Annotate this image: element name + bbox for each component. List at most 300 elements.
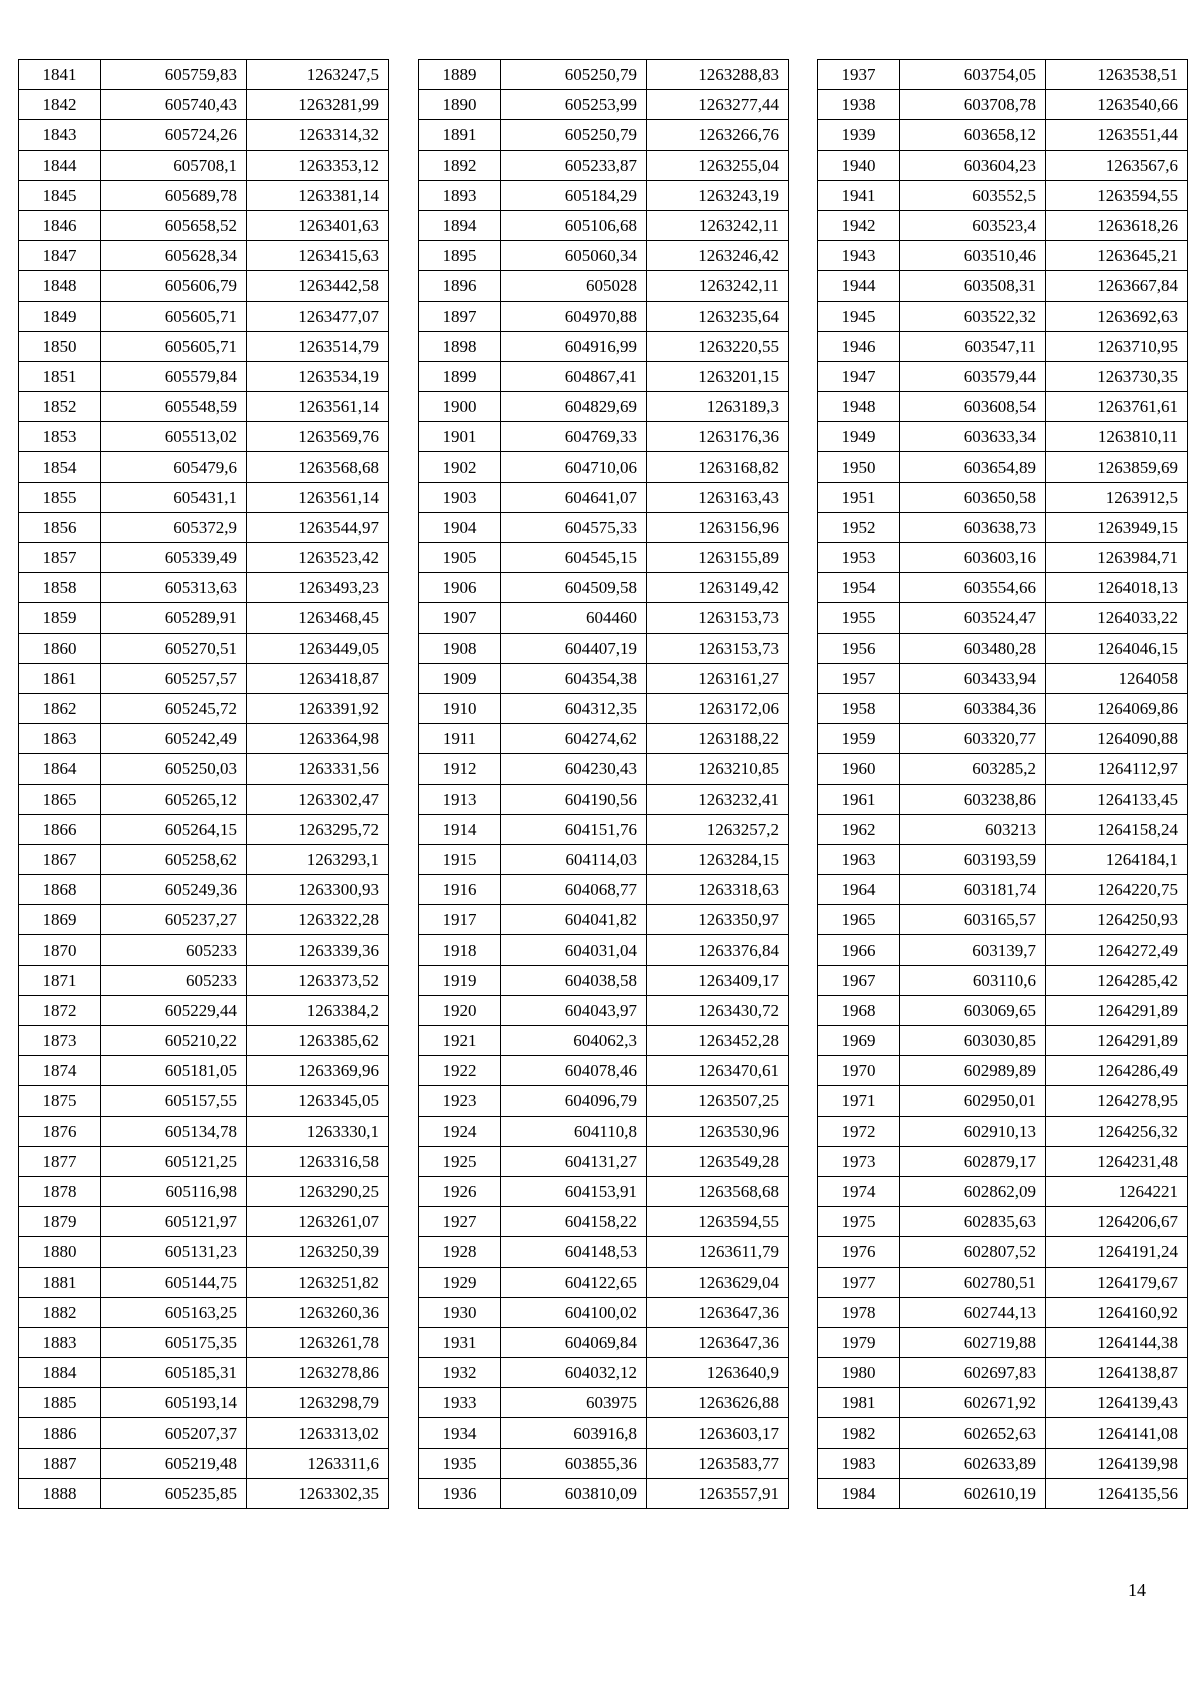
x-coordinate-cell: 604041,82	[501, 905, 647, 935]
y-coordinate-cell: 1263761,61	[1046, 392, 1188, 422]
x-coordinate-cell: 604509,58	[501, 573, 647, 603]
y-coordinate-cell: 1264139,98	[1046, 1448, 1188, 1478]
y-coordinate-cell: 1263176,36	[647, 422, 789, 452]
point-number-cell: 1936	[419, 1478, 501, 1508]
table-row	[818, 1237, 1188, 1267]
point-number-cell: 1951	[818, 482, 900, 512]
x-coordinate-cell: 604038,58	[501, 965, 647, 995]
y-coordinate-cell: 1263645,21	[1046, 241, 1188, 271]
point-number-cell: 1862	[19, 693, 101, 723]
y-coordinate-cell: 1263415,63	[247, 241, 389, 271]
x-coordinate-cell: 602744,13	[900, 1297, 1046, 1327]
table-row	[19, 935, 389, 965]
y-coordinate-cell: 1263530,96	[647, 1116, 789, 1146]
table-row	[419, 120, 789, 150]
x-coordinate-cell: 603213	[900, 814, 1046, 844]
table-row	[419, 1056, 789, 1086]
table-row	[419, 754, 789, 784]
x-coordinate-cell: 603554,66	[900, 573, 1046, 603]
y-coordinate-cell: 1263250,39	[247, 1237, 389, 1267]
y-coordinate-cell: 1264291,89	[1046, 1026, 1188, 1056]
y-coordinate-cell: 1263603,17	[647, 1418, 789, 1448]
table-row	[818, 693, 1188, 723]
point-number-cell: 1891	[419, 120, 501, 150]
x-coordinate-cell: 603110,6	[900, 965, 1046, 995]
point-number-cell: 1888	[19, 1478, 101, 1508]
x-coordinate-cell: 602652,63	[900, 1418, 1046, 1448]
table-row	[818, 1448, 1188, 1478]
table-row	[818, 90, 1188, 120]
x-coordinate-cell: 605229,44	[101, 995, 247, 1025]
table-row	[419, 1026, 789, 1056]
y-coordinate-cell: 1263149,42	[647, 573, 789, 603]
y-coordinate-cell: 1263561,14	[247, 482, 389, 512]
x-coordinate-cell: 605207,37	[101, 1418, 247, 1448]
y-coordinate-cell: 1263449,05	[247, 633, 389, 663]
x-coordinate-cell: 602910,13	[900, 1116, 1046, 1146]
x-coordinate-cell: 605233	[101, 965, 247, 995]
point-number-cell: 1874	[19, 1056, 101, 1086]
table-row	[818, 452, 1188, 482]
y-coordinate-cell: 1263430,72	[647, 995, 789, 1025]
y-coordinate-cell: 1264286,49	[1046, 1056, 1188, 1086]
table-row	[19, 1026, 389, 1056]
x-coordinate-cell: 604148,53	[501, 1237, 647, 1267]
y-coordinate-cell: 1263288,83	[647, 60, 789, 90]
x-coordinate-cell: 605116,98	[101, 1176, 247, 1206]
point-number-cell: 1925	[419, 1146, 501, 1176]
point-number-cell: 1844	[19, 150, 101, 180]
x-coordinate-cell: 603508,31	[900, 271, 1046, 301]
point-number-cell: 1851	[19, 361, 101, 391]
table-row	[19, 1086, 389, 1116]
point-number-cell: 1945	[818, 301, 900, 331]
y-coordinate-cell: 1263302,35	[247, 1478, 389, 1508]
table-row	[19, 392, 389, 422]
y-coordinate-cell: 1263163,43	[647, 482, 789, 512]
y-coordinate-cell: 1263284,15	[647, 844, 789, 874]
table-row	[818, 905, 1188, 935]
x-coordinate-cell: 602807,52	[900, 1237, 1046, 1267]
x-coordinate-cell: 603030,85	[900, 1026, 1046, 1056]
y-coordinate-cell: 1263611,79	[647, 1237, 789, 1267]
y-coordinate-cell: 1263514,79	[247, 331, 389, 361]
x-coordinate-cell: 604153,91	[501, 1176, 647, 1206]
y-coordinate-cell: 1263640,9	[647, 1358, 789, 1388]
point-number-cell: 1984	[818, 1478, 900, 1508]
x-coordinate-cell: 603975	[501, 1388, 647, 1418]
point-number-cell: 1880	[19, 1237, 101, 1267]
point-number-cell: 1892	[419, 150, 501, 180]
y-coordinate-cell: 1263161,27	[647, 663, 789, 693]
point-number-cell: 1854	[19, 452, 101, 482]
y-coordinate-cell: 1263369,96	[247, 1056, 389, 1086]
point-number-cell: 1963	[818, 844, 900, 874]
y-coordinate-cell: 1264256,32	[1046, 1116, 1188, 1146]
table-row	[19, 603, 389, 633]
point-number-cell: 1852	[19, 392, 101, 422]
x-coordinate-cell: 603810,09	[501, 1478, 647, 1508]
y-coordinate-cell: 1263278,86	[247, 1358, 389, 1388]
point-number-cell: 1938	[818, 90, 900, 120]
y-coordinate-cell: 1264144,38	[1046, 1327, 1188, 1357]
point-number-cell: 1956	[818, 633, 900, 663]
table-row	[19, 1478, 389, 1508]
y-coordinate-cell: 1263468,45	[247, 603, 389, 633]
y-coordinate-cell: 1263594,55	[647, 1207, 789, 1237]
y-coordinate-cell: 1263710,95	[1046, 331, 1188, 361]
x-coordinate-cell: 605233,87	[501, 150, 647, 180]
y-coordinate-cell: 1263350,97	[647, 905, 789, 935]
y-coordinate-cell: 1263544,97	[247, 512, 389, 542]
point-number-cell: 1867	[19, 844, 101, 874]
table-row	[419, 1116, 789, 1146]
table-row	[818, 482, 1188, 512]
y-coordinate-cell: 1263692,63	[1046, 301, 1188, 331]
x-coordinate-cell: 604575,33	[501, 512, 647, 542]
x-coordinate-cell: 605185,31	[101, 1358, 247, 1388]
point-number-cell: 1886	[19, 1418, 101, 1448]
y-coordinate-cell: 1263507,25	[647, 1086, 789, 1116]
table-row	[19, 724, 389, 754]
point-number-cell: 1849	[19, 301, 101, 331]
x-coordinate-cell: 603524,47	[900, 603, 1046, 633]
x-coordinate-cell: 603384,36	[900, 693, 1046, 723]
table-row	[818, 995, 1188, 1025]
point-number-cell: 1973	[818, 1146, 900, 1176]
x-coordinate-cell: 603633,34	[900, 422, 1046, 452]
x-coordinate-cell: 604110,8	[501, 1116, 647, 1146]
table-row	[818, 875, 1188, 905]
table-row	[419, 90, 789, 120]
y-coordinate-cell: 1263381,14	[247, 180, 389, 210]
point-number-cell: 1931	[419, 1327, 501, 1357]
table-row	[419, 361, 789, 391]
y-coordinate-cell: 1263330,1	[247, 1116, 389, 1146]
table-row	[419, 1086, 789, 1116]
point-number-cell: 1902	[419, 452, 501, 482]
x-coordinate-cell: 603523,4	[900, 210, 1046, 240]
point-number-cell: 1859	[19, 603, 101, 633]
y-coordinate-cell: 1263257,2	[647, 814, 789, 844]
y-coordinate-cell: 1264135,56	[1046, 1478, 1188, 1508]
point-number-cell: 1872	[19, 995, 101, 1025]
y-coordinate-cell: 1263353,12	[247, 150, 389, 180]
x-coordinate-cell: 604043,97	[501, 995, 647, 1025]
point-number-cell: 1885	[19, 1388, 101, 1418]
y-coordinate-cell: 1263442,58	[247, 271, 389, 301]
point-number-cell: 1980	[818, 1358, 900, 1388]
point-number-cell: 1869	[19, 905, 101, 935]
table-row	[19, 1146, 389, 1176]
y-coordinate-cell: 1263567,6	[1046, 150, 1188, 180]
x-coordinate-cell: 605233	[101, 935, 247, 965]
point-number-cell: 1958	[818, 693, 900, 723]
y-coordinate-cell: 1263188,22	[647, 724, 789, 754]
table-row	[818, 1418, 1188, 1448]
y-coordinate-cell: 1263251,82	[247, 1267, 389, 1297]
y-coordinate-cell: 1263626,88	[647, 1388, 789, 1418]
x-coordinate-cell: 605339,49	[101, 543, 247, 573]
y-coordinate-cell: 1263246,42	[647, 241, 789, 271]
point-number-cell: 1870	[19, 935, 101, 965]
y-coordinate-cell: 1263384,2	[247, 995, 389, 1025]
table-row	[19, 784, 389, 814]
y-coordinate-cell: 1263300,93	[247, 875, 389, 905]
x-coordinate-cell: 605740,43	[101, 90, 247, 120]
table-row	[818, 543, 1188, 573]
x-coordinate-cell: 603480,28	[900, 633, 1046, 663]
point-number-cell: 1875	[19, 1086, 101, 1116]
table-row	[19, 150, 389, 180]
point-number-cell: 1964	[818, 875, 900, 905]
x-coordinate-cell: 605245,72	[101, 693, 247, 723]
y-coordinate-cell: 1263311,6	[247, 1448, 389, 1478]
x-coordinate-cell: 605250,79	[501, 120, 647, 150]
point-number-cell: 1856	[19, 512, 101, 542]
table-row	[19, 1116, 389, 1146]
table-row	[19, 1388, 389, 1418]
table-row	[818, 1388, 1188, 1418]
y-coordinate-cell: 1263290,25	[247, 1176, 389, 1206]
x-coordinate-cell: 603855,36	[501, 1448, 647, 1478]
table-row	[818, 1146, 1188, 1176]
point-number-cell: 1915	[419, 844, 501, 874]
table-row	[19, 1297, 389, 1327]
x-coordinate-cell: 603638,73	[900, 512, 1046, 542]
table-row	[419, 905, 789, 935]
point-number-cell: 1929	[419, 1267, 501, 1297]
table-row	[19, 120, 389, 150]
x-coordinate-cell: 604460	[501, 603, 647, 633]
table-row	[818, 422, 1188, 452]
x-coordinate-cell: 604710,06	[501, 452, 647, 482]
y-coordinate-cell: 1263155,89	[647, 543, 789, 573]
table-row	[818, 1327, 1188, 1357]
table-row	[19, 1418, 389, 1448]
table-row	[19, 1358, 389, 1388]
y-coordinate-cell: 1263298,79	[247, 1388, 389, 1418]
y-coordinate-cell: 1264278,95	[1046, 1086, 1188, 1116]
point-number-cell: 1887	[19, 1448, 101, 1478]
x-coordinate-cell: 603654,89	[900, 452, 1046, 482]
table-row	[419, 1267, 789, 1297]
x-coordinate-cell: 604970,88	[501, 301, 647, 331]
table-row	[19, 452, 389, 482]
y-coordinate-cell: 1263247,5	[247, 60, 389, 90]
y-coordinate-cell: 1263168,82	[647, 452, 789, 482]
table-row	[818, 1207, 1188, 1237]
y-coordinate-cell: 1263313,02	[247, 1418, 389, 1448]
point-number-cell: 1918	[419, 935, 501, 965]
x-coordinate-cell: 603658,12	[900, 120, 1046, 150]
point-number-cell: 1903	[419, 482, 501, 512]
point-number-cell: 1968	[818, 995, 900, 1025]
point-number-cell: 1861	[19, 663, 101, 693]
y-coordinate-cell: 1263201,15	[647, 361, 789, 391]
x-coordinate-cell: 603165,57	[900, 905, 1046, 935]
x-coordinate-cell: 604867,41	[501, 361, 647, 391]
point-number-cell: 1898	[419, 331, 501, 361]
point-number-cell: 1896	[419, 271, 501, 301]
point-number-cell: 1952	[818, 512, 900, 542]
table-row	[419, 784, 789, 814]
y-coordinate-cell: 1264206,67	[1046, 1207, 1188, 1237]
point-number-cell: 1959	[818, 724, 900, 754]
table-row	[818, 573, 1188, 603]
y-coordinate-cell: 1263912,5	[1046, 482, 1188, 512]
point-number-cell: 1977	[818, 1267, 900, 1297]
point-number-cell: 1944	[818, 271, 900, 301]
table-row	[19, 180, 389, 210]
table-row	[818, 1358, 1188, 1388]
x-coordinate-cell: 602950,01	[900, 1086, 1046, 1116]
x-coordinate-cell: 605184,29	[501, 180, 647, 210]
y-coordinate-cell: 1263470,61	[647, 1056, 789, 1086]
x-coordinate-cell: 605106,68	[501, 210, 647, 240]
point-number-cell: 1962	[818, 814, 900, 844]
y-coordinate-cell: 1263316,58	[247, 1146, 389, 1176]
table-row	[419, 271, 789, 301]
table-row	[818, 754, 1188, 784]
table-row	[419, 1478, 789, 1508]
x-coordinate-cell: 605658,52	[101, 210, 247, 240]
table-row	[818, 1297, 1188, 1327]
point-number-cell: 1927	[419, 1207, 501, 1237]
y-coordinate-cell: 1263583,77	[647, 1448, 789, 1478]
point-number-cell: 1948	[818, 392, 900, 422]
y-coordinate-cell: 1263314,32	[247, 120, 389, 150]
point-number-cell: 1972	[818, 1116, 900, 1146]
table-row	[818, 301, 1188, 331]
x-coordinate-cell: 604829,69	[501, 392, 647, 422]
point-number-cell: 1919	[419, 965, 501, 995]
x-coordinate-cell: 604769,33	[501, 422, 647, 452]
table-row	[419, 995, 789, 1025]
point-number-cell: 1978	[818, 1297, 900, 1327]
x-coordinate-cell: 605264,15	[101, 814, 247, 844]
x-coordinate-cell: 605253,99	[501, 90, 647, 120]
point-number-cell: 1967	[818, 965, 900, 995]
point-number-cell: 1860	[19, 633, 101, 663]
y-coordinate-cell: 1263331,56	[247, 754, 389, 784]
y-coordinate-cell: 1263569,76	[247, 422, 389, 452]
x-coordinate-cell: 602719,88	[900, 1327, 1046, 1357]
point-number-cell: 1881	[19, 1267, 101, 1297]
y-coordinate-cell: 1263232,41	[647, 784, 789, 814]
y-coordinate-cell: 1264033,22	[1046, 603, 1188, 633]
y-coordinate-cell: 1263618,26	[1046, 210, 1188, 240]
x-coordinate-cell: 603552,5	[900, 180, 1046, 210]
y-coordinate-cell: 1263189,3	[647, 392, 789, 422]
x-coordinate-cell: 605134,78	[101, 1116, 247, 1146]
x-coordinate-cell: 603320,77	[900, 724, 1046, 754]
y-coordinate-cell: 1263261,07	[247, 1207, 389, 1237]
table-row	[419, 1176, 789, 1206]
table-row	[19, 271, 389, 301]
point-number-cell: 1947	[818, 361, 900, 391]
point-number-cell: 1858	[19, 573, 101, 603]
x-coordinate-cell: 605724,26	[101, 120, 247, 150]
y-coordinate-cell: 1263667,84	[1046, 271, 1188, 301]
x-coordinate-cell: 605121,97	[101, 1207, 247, 1237]
y-coordinate-cell: 1264272,49	[1046, 935, 1188, 965]
table-row	[19, 1176, 389, 1206]
x-coordinate-cell: 603193,59	[900, 844, 1046, 874]
y-coordinate-cell: 1263730,35	[1046, 361, 1188, 391]
table-row	[419, 1448, 789, 1478]
x-coordinate-cell: 605606,79	[101, 271, 247, 301]
y-coordinate-cell: 1263295,72	[247, 814, 389, 844]
table-row	[818, 1086, 1188, 1116]
table-row	[19, 90, 389, 120]
x-coordinate-cell: 605513,02	[101, 422, 247, 452]
table-row	[419, 603, 789, 633]
table-row	[818, 784, 1188, 814]
x-coordinate-cell: 605237,27	[101, 905, 247, 935]
coordinates-table-right	[817, 59, 1188, 1509]
point-number-cell: 1855	[19, 482, 101, 512]
x-coordinate-cell: 602989,89	[900, 1056, 1046, 1086]
x-coordinate-cell: 604032,12	[501, 1358, 647, 1388]
x-coordinate-cell: 604114,03	[501, 844, 647, 874]
table-row	[19, 573, 389, 603]
x-coordinate-cell: 605157,55	[101, 1086, 247, 1116]
y-coordinate-cell: 1263561,14	[247, 392, 389, 422]
table-row	[818, 724, 1188, 754]
y-coordinate-cell: 1263477,07	[247, 301, 389, 331]
y-coordinate-cell: 1263551,44	[1046, 120, 1188, 150]
y-coordinate-cell: 1264285,42	[1046, 965, 1188, 995]
table-row	[818, 512, 1188, 542]
point-number-cell: 1935	[419, 1448, 501, 1478]
table-row	[419, 844, 789, 874]
table-row	[419, 1297, 789, 1327]
point-number-cell: 1890	[419, 90, 501, 120]
table-row	[19, 331, 389, 361]
x-coordinate-cell: 602697,83	[900, 1358, 1046, 1388]
point-number-cell: 1879	[19, 1207, 101, 1237]
point-number-cell: 1966	[818, 935, 900, 965]
y-coordinate-cell: 1263339,36	[247, 935, 389, 965]
point-number-cell: 1899	[419, 361, 501, 391]
point-number-cell: 1846	[19, 210, 101, 240]
point-number-cell: 1971	[818, 1086, 900, 1116]
y-coordinate-cell: 1264158,24	[1046, 814, 1188, 844]
point-number-cell: 1969	[818, 1026, 900, 1056]
y-coordinate-cell: 1263391,92	[247, 693, 389, 723]
table-row	[19, 1207, 389, 1237]
point-number-cell: 1922	[419, 1056, 501, 1086]
point-number-cell: 1979	[818, 1327, 900, 1357]
point-number-cell: 1901	[419, 422, 501, 452]
x-coordinate-cell: 604131,27	[501, 1146, 647, 1176]
x-coordinate-cell: 605163,25	[101, 1297, 247, 1327]
point-number-cell: 1946	[818, 331, 900, 361]
y-coordinate-cell: 1263534,19	[247, 361, 389, 391]
y-coordinate-cell: 1263418,87	[247, 663, 389, 693]
x-coordinate-cell: 605175,35	[101, 1327, 247, 1357]
y-coordinate-cell: 1263629,04	[647, 1267, 789, 1297]
y-coordinate-cell: 1263647,36	[647, 1297, 789, 1327]
point-number-cell: 1939	[818, 120, 900, 150]
y-coordinate-cell: 1263210,85	[647, 754, 789, 784]
x-coordinate-cell: 603510,46	[900, 241, 1046, 271]
y-coordinate-cell: 1263318,63	[647, 875, 789, 905]
y-coordinate-cell: 1264018,13	[1046, 573, 1188, 603]
y-coordinate-cell: 1264160,92	[1046, 1297, 1188, 1327]
x-coordinate-cell: 603547,11	[900, 331, 1046, 361]
